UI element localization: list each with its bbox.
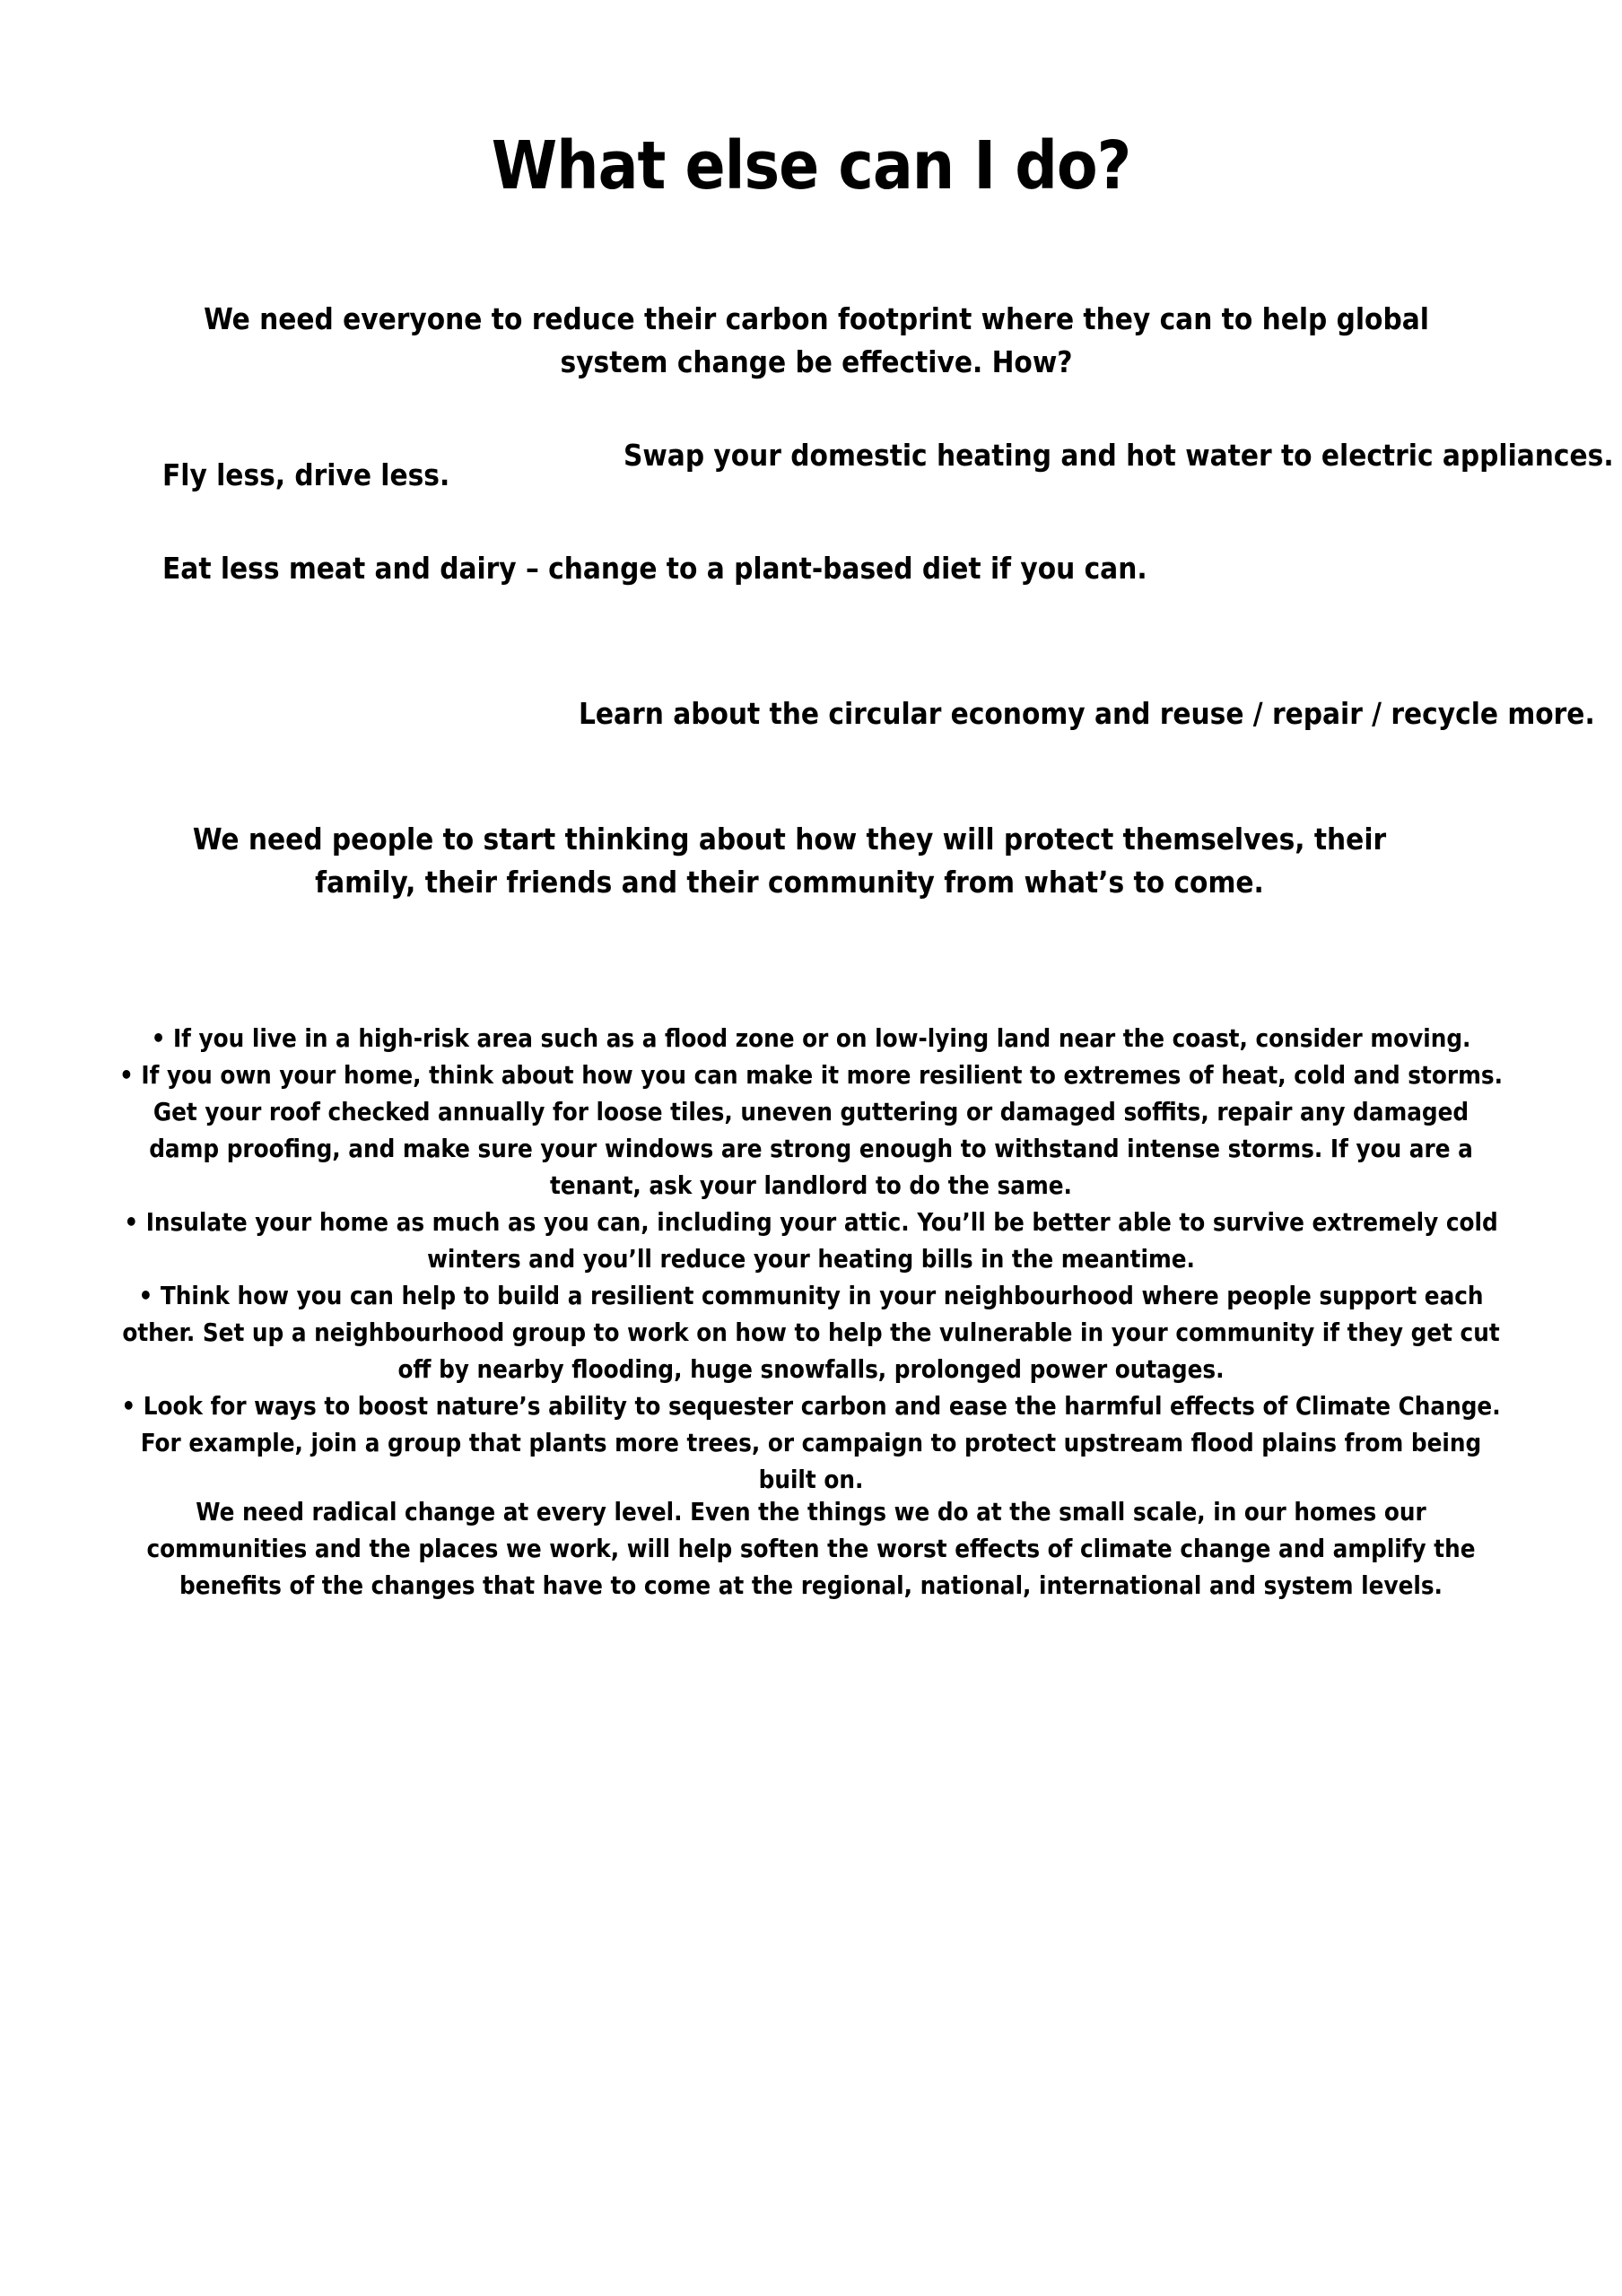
bullet-item-community: • Think how you can help to build a resilient community in your neighbourhood where people support each other. Set up a neighbourhood group to work on how to help the vulnerable in your community if they get cut off by nearby flooding, huge snowfalls, prolonged power outages. xyxy=(122,1282,1500,1384)
closing-paragraph: We need radical change at every level. Even the things we do at the small scale, in our homes our communities and the places we work, will help soften the worst effects of climate change and amplify the benefits of the changes that have to come at the regional, national, international and system levels. xyxy=(146,1498,1476,1600)
bullet-item-home-resilience: • If you own your home, think about how you can make it more resilient to extremes of heat, cold and storms. Get your roof checked annually for loose tiles, uneven guttering or damaged soffits, repair any damaged damp proofing, and make sure your windows are strong enough to withstand intense storms. If you are a tenant, ask your landlord to do the same. xyxy=(118,1061,1503,1200)
tip-swap-heating: Swap your domestic heating and hot water to electric appliances. xyxy=(624,438,1614,473)
bullet-item-nature: • Look for ways to boost nature’s ability to sequester carbon and ease the harmful effects of Climate Change. For example, join a group that plants more trees, or campaign to protect upstream flood plains from being built on. xyxy=(121,1392,1501,1494)
tip-eat-less-meat: Eat less meat and dairy – change to a plant-based diet if you can. xyxy=(162,551,1147,586)
intro-paragraph: We need everyone to reduce their carbon footprint where they can to help global system change be effective. How? xyxy=(204,301,1429,379)
protect-paragraph: We need people to start thinking about how they will protect themselves, their family, their friends and their community from what’s to come. xyxy=(192,822,1387,900)
bullet-item-insulate: • Insulate your home as much as you can, including your attic. You’ll be better able to survive extremely cold winters and you’ll reduce your heating bills in the meantime. xyxy=(124,1208,1498,1274)
tip-circular-economy: Learn about the circular economy and reuse / repair / recycle more. xyxy=(579,696,1595,731)
resilience-bullet-list xyxy=(117,1021,1505,1499)
bullet-item-move: • If you live in a high-risk area such as a flood zone or on low-lying land near the coast, consider moving. xyxy=(151,1024,1471,1053)
page-title: What else can I do? xyxy=(491,127,1131,204)
tip-fly-less: Fly less, drive less. xyxy=(162,457,450,492)
